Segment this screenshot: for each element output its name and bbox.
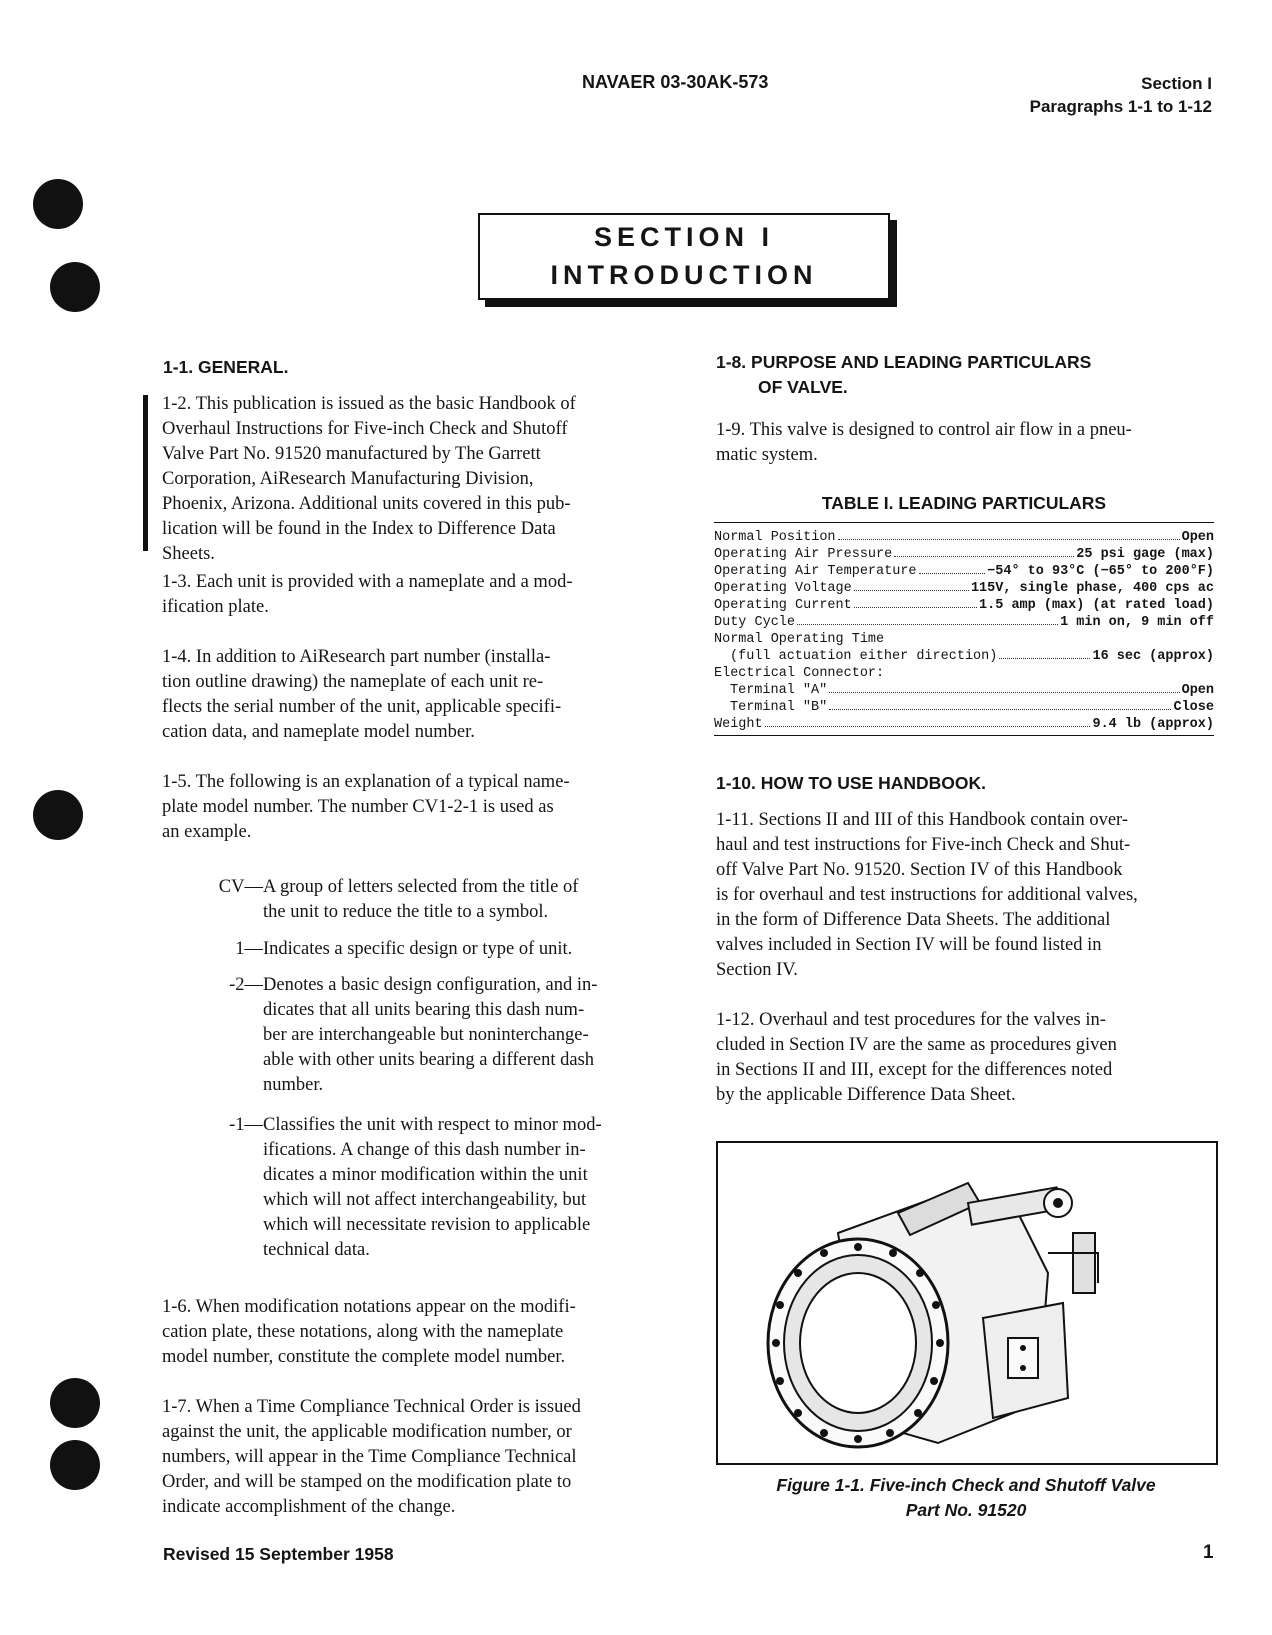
section-label: Section I (1141, 74, 1212, 93)
text-line: Indicates a specific design or type of unit. (263, 939, 573, 959)
text-line: tion outline drawing) the nameplate of each unit re- (162, 672, 544, 692)
table-row-value: −54° to 93°C (−65° to 200°F) (987, 564, 1214, 579)
caption-line: Part No. 91520 (905, 1500, 1027, 1520)
text-line: cation plate, these notations, along with the nameplate (162, 1322, 564, 1342)
dot-leader (797, 614, 1058, 625)
table-row (714, 699, 1214, 716)
text-line: 1-6. When modification notations appear on the modifi- (162, 1297, 576, 1317)
table-row-label: Duty Cycle (714, 615, 796, 630)
table-row (714, 597, 1214, 614)
paragraph-1-12 (716, 1008, 1216, 1108)
text-line: Sheets. (162, 544, 215, 564)
text-line: plate model number. The number CV1-2-1 is used as (162, 797, 554, 817)
table-row-label: Terminal "B" (730, 700, 828, 715)
text-line: technical data. (263, 1240, 370, 1260)
table-bottom-rule (714, 735, 1214, 736)
dot-leader (765, 716, 1091, 727)
paragraphs-label: Paragraphs 1-1 to 1-12 (1029, 97, 1212, 116)
definition-term: -2— (229, 975, 263, 995)
text-line: matic system. (716, 445, 818, 465)
binder-hole (50, 1440, 100, 1490)
binder-hole (33, 790, 83, 840)
text-line: ifications. A change of this dash number in- (263, 1140, 586, 1160)
text-line: 1-11. Sections II and III of this Handbook contain over- (716, 810, 1129, 830)
text-line: Valve Part No. 91520 manufactured by The Garrett (162, 444, 541, 464)
definition-item (160, 973, 670, 1100)
table-row-value: 1.5 amp (max) (at rated load) (979, 598, 1214, 613)
binder-hole (50, 1378, 100, 1428)
table-row-label: (full actuation either direction) (730, 649, 998, 664)
table-row-value: 1 min on, 9 min off (1060, 615, 1214, 630)
text-line: an example. (162, 822, 252, 842)
heading-line: 1-8. PURPOSE AND LEADING PARTICULARS (716, 352, 1092, 372)
text-line: Section IV. (716, 960, 798, 980)
table-row-value: Open (1181, 683, 1214, 698)
figure-frame (716, 1141, 1218, 1465)
text-line: Corporation, AiResearch Manufacturing Division, (162, 469, 534, 489)
table-row-label: Normal Operating Time (714, 632, 885, 647)
text-line: Order, and will be stamped on the modification plate to (162, 1472, 572, 1492)
leading-particulars-table (714, 529, 1214, 733)
model-number-definitions (160, 875, 670, 1265)
text-line: A group of letters selected from the title of (263, 877, 579, 897)
text-line: dicates a minor modification within the unit (263, 1165, 588, 1185)
table-row-label: Weight (714, 717, 763, 732)
dot-leader (829, 699, 1171, 710)
paragraph-1-3 (162, 570, 662, 620)
table-row-label: Operating Current (714, 598, 852, 613)
text-line: the unit to reduce the title to a symbol. (263, 902, 549, 922)
text-line: Denotes a basic design configuration, and in- (263, 975, 598, 995)
change-bar (143, 395, 148, 551)
text-line: 1-3. Each unit is provided with a nameplate and a mod- (162, 572, 573, 592)
text-line: model number, constitute the complete model number. (162, 1347, 566, 1367)
text-line: 1-5. The following is an explanation of a typical name- (162, 772, 570, 792)
dot-leader (854, 580, 969, 591)
definition-term: -1— (229, 1115, 263, 1135)
table-row (714, 648, 1214, 665)
text-line: which will not affect interchangeability, but (263, 1190, 587, 1210)
heading-general: 1-1. GENERAL. (163, 357, 289, 377)
text-line: valves included in Section IV will be found listed in (716, 935, 1102, 955)
definition-item (160, 1113, 670, 1265)
page-number: 1 (1203, 1542, 1214, 1563)
table-row (714, 546, 1214, 563)
table-title: TABLE I. LEADING PARTICULARS (821, 493, 1107, 513)
text-line: off Valve Part No. 91520. Section IV of this Handbook (716, 860, 1123, 880)
table-row (714, 580, 1214, 597)
table-top-rule (714, 522, 1214, 523)
text-line: against the unit, the applicable modification number, or (162, 1422, 572, 1442)
text-line: 1-2. This publication is issued as the basic Handbook of (162, 394, 576, 414)
section-number: SECTION I (593, 222, 774, 252)
text-line: haul and test instructions for Five-inch Check and Shut- (716, 835, 1131, 855)
table-row-value: 115V, single phase, 400 cps ac (970, 581, 1214, 596)
paragraph-1-4 (162, 645, 662, 745)
text-line: in the form of Difference Data Sheets. The additional (716, 910, 1111, 930)
text-line: numbers, will appear in the Time Compliance Technical (162, 1447, 577, 1467)
text-line: by the applicable Difference Data Sheet. (716, 1085, 1016, 1105)
table-row (714, 529, 1214, 546)
section-title-box (478, 213, 890, 300)
dot-leader (894, 546, 1074, 557)
table-row (714, 665, 1214, 682)
heading-line: OF VALVE. (758, 377, 848, 397)
paragraph-1-2 (162, 392, 662, 567)
dot-leader (999, 648, 1090, 659)
table-row-label: Normal Position (714, 530, 836, 545)
definition-term: 1— (235, 939, 263, 959)
paragraph-1-6 (162, 1295, 662, 1370)
text-line: is for overhaul and test instructions for additional valves, (716, 885, 1138, 905)
text-line: which will necessitate revision to applicable (263, 1215, 591, 1235)
paragraph-1-7 (162, 1395, 662, 1520)
text-line: 1-4. In addition to AiResearch part number (installa- (162, 647, 551, 667)
table-row (714, 682, 1214, 699)
table-row-label: Electrical Connector: (714, 666, 885, 681)
table-row-value: 9.4 lb (approx) (1092, 717, 1214, 732)
table-row-value: 25 psi gage (max) (1076, 547, 1214, 562)
dot-leader (919, 563, 986, 574)
table-row (714, 631, 1214, 648)
table-row-value: Open (1181, 530, 1214, 545)
table-row (714, 716, 1214, 733)
text-line: indicate accomplishment of the change. (162, 1497, 456, 1517)
binder-hole (33, 179, 83, 229)
text-line: number. (263, 1075, 324, 1095)
section-reference (1030, 72, 1212, 118)
valve-illustration (718, 1143, 1216, 1463)
text-line: lication will be found in the Index to Difference Data (162, 519, 556, 539)
text-line: dicates that all units bearing this dash num- (263, 1000, 585, 1020)
text-line: 1-7. When a Time Compliance Technical Order is issued (162, 1397, 581, 1417)
table-row (714, 614, 1214, 631)
text-line: Phoenix, Arizona. Additional units covered in this pub- (162, 494, 571, 514)
text-line: Classifies the unit with respect to minor mod- (263, 1115, 602, 1135)
text-line: cation data, and nameplate model number. (162, 722, 475, 742)
table-row-label: Terminal "A" (730, 683, 828, 698)
section-title: INTRODUCTION (550, 260, 818, 290)
heading-purpose (716, 350, 1091, 400)
revision-date: Revised 15 September 1958 (163, 1544, 394, 1564)
text-line: in Sections II and III, except for the differences noted (716, 1060, 1113, 1080)
figure-caption (716, 1473, 1216, 1523)
definition-item (160, 937, 670, 962)
table-row (714, 563, 1214, 580)
paragraph-1-5 (162, 770, 662, 845)
table-row-value: 16 sec (approx) (1092, 649, 1214, 664)
text-line: able with other units bearing a different dash (263, 1050, 595, 1070)
table-row-value: Close (1173, 700, 1214, 715)
binder-hole (50, 262, 100, 312)
definition-term: CV— (218, 877, 263, 897)
text-line: 1-12. Overhaul and test procedures for the valves in- (716, 1010, 1106, 1030)
dot-leader (854, 597, 977, 608)
text-line: flects the serial number of the unit, applicable specifi- (162, 697, 562, 717)
text-line: Overhaul Instructions for Five-inch Check and Shutoff (162, 419, 568, 439)
paragraph-1-11 (716, 808, 1216, 983)
text-line: ification plate. (162, 597, 269, 617)
paragraph-1-9 (716, 418, 1216, 468)
heading-how-to-use: 1-10. HOW TO USE HANDBOOK. (716, 773, 986, 793)
dot-leader (829, 682, 1179, 693)
dot-leader (838, 529, 1180, 540)
table-row-label: Operating Voltage (714, 581, 852, 596)
caption-line: Figure 1-1. Five-inch Check and Shutoff Valve (776, 1475, 1156, 1495)
definition-item (160, 875, 670, 927)
text-line: ber are interchangeable but noninterchange- (263, 1025, 589, 1045)
text-line: cluded in Section IV are the same as procedures given (716, 1035, 1117, 1055)
text-line: 1-9. This valve is designed to control air flow in a pneu- (716, 420, 1132, 440)
document-number: NAVAER 03-30AK-573 (582, 72, 769, 92)
table-row-label: Operating Air Pressure (714, 547, 893, 562)
table-row-label: Operating Air Temperature (714, 564, 917, 579)
